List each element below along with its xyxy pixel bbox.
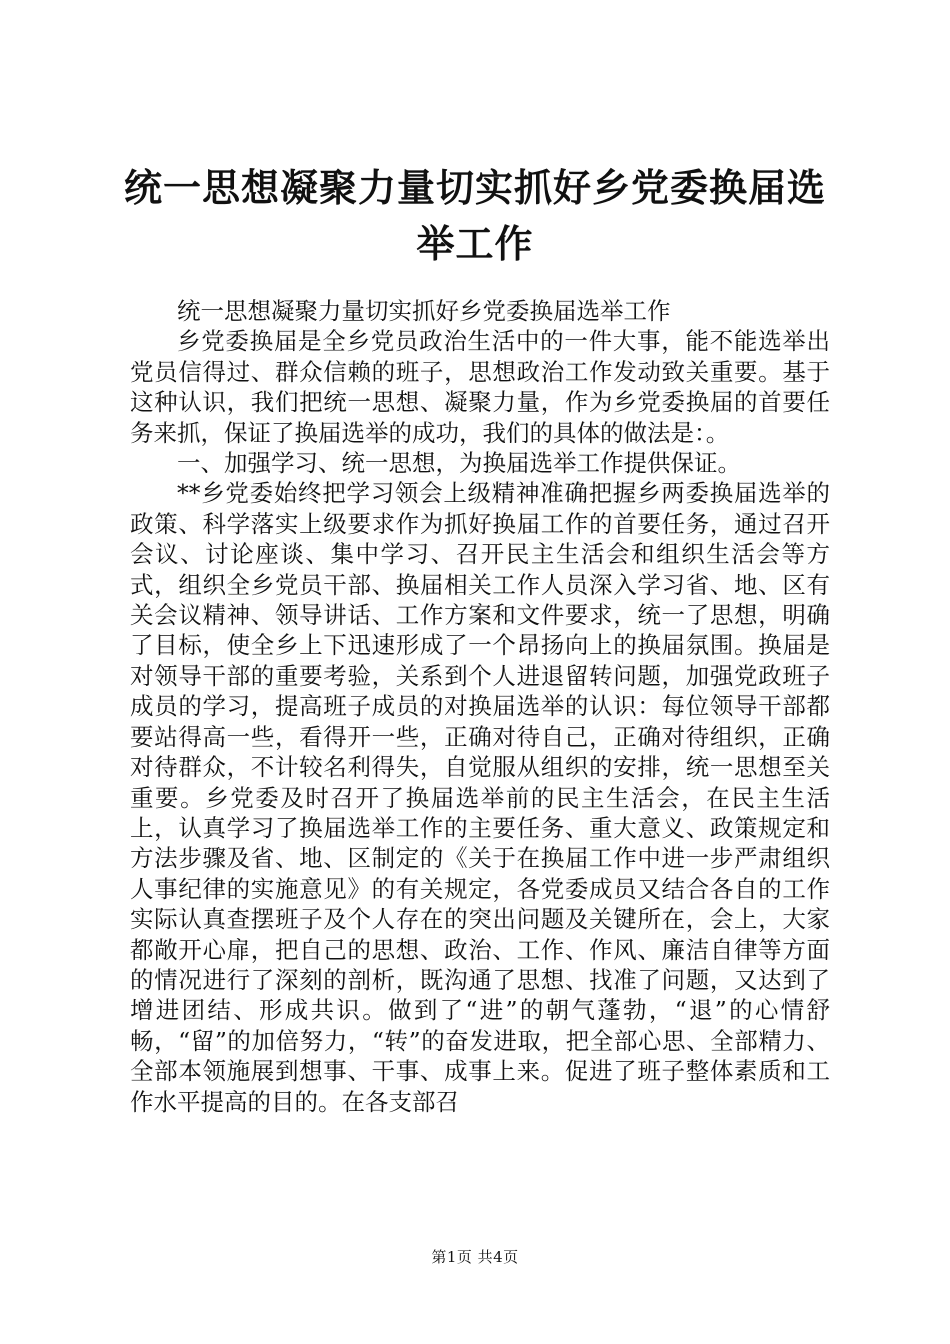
intro-paragraph: 乡党委换届是全乡党员政治生活中的一件大事，能不能选举出党员信得过、群众信赖的班子，思想政治工作发动致关重要。基于这种认识，我们把统一思想、凝聚力量，作为乡党委换届的首要任务来抓，保证了换届选举的成功，我们的具体的做法是：。 — [130, 327, 830, 447]
document-title: 统一思想凝聚力量切实抓好乡党委换届选举工作 — [123, 166, 826, 266]
section-1-paragraph: **乡党委始终把学习领会上级精神准确把握乡两委换届选举的政策、科学落实上级要求作为抓好换届工作的首要任务，通过召开会议、讨论座谈、集中学习、召开民主生活会和组织生活会等方式，组织全乡党员干部、换届相关工作人员深入学习省、地、区有关会议精神、领导讲话、工作方案和文件要求，统一了思想，明确了目标，使全乡上下迅速形成了一个昂扬向上的换届氛围。换届是对领导干部的重要考验，关系到个人进退留转问题，加强党政班子成员的学习，提高班子成员的对换届选举的认识：每位领导干部都要站得高一些，看得开一些，正确对待自己，正确对待组织，正确对待群众，不计较名利得失，自觉服从组织的安排，统一思想至关重要。乡党委及时召开了换届选举前的民主生活会，在民主生活上，认真学习了换届选举工作的主要任务、重大意义、政策规定和方法步骤及省、地、区制定的《关于在换届工作中进一步严肃组织人事纪律的实施意见》的有关规定，各党委成员又结合各自的工作实际认真查摆班子及个人存在的突出问题及关键所在，会上，大家都敞开心扉，把自己的思想、政治、工作、作风、廉洁自律等方面的情况进行了深刻的剖析，既沟通了思想、找准了问题，又达到了增进团结、形成共识。做到了“进”的朝气蓬勃，“退”的心情舒畅，“留”的加倍努力，“转”的奋发进取，把全部心思、全部精力、全部本领施展到想事、干事、成事上来。促进了班子整体素质和工作水平提高的目的。在各支部召 — [130, 479, 830, 1116]
document-body — [130, 296, 830, 1117]
section-heading-1: 一、加强学习、统一思想，为换届选举工作提供保证。 — [177, 449, 741, 478]
page-footer: 第1页 共4页 — [431, 1248, 519, 1266]
subtitle-paragraph: 统一思想凝聚力量切实抓好乡党委换届选举工作 — [177, 297, 671, 325]
